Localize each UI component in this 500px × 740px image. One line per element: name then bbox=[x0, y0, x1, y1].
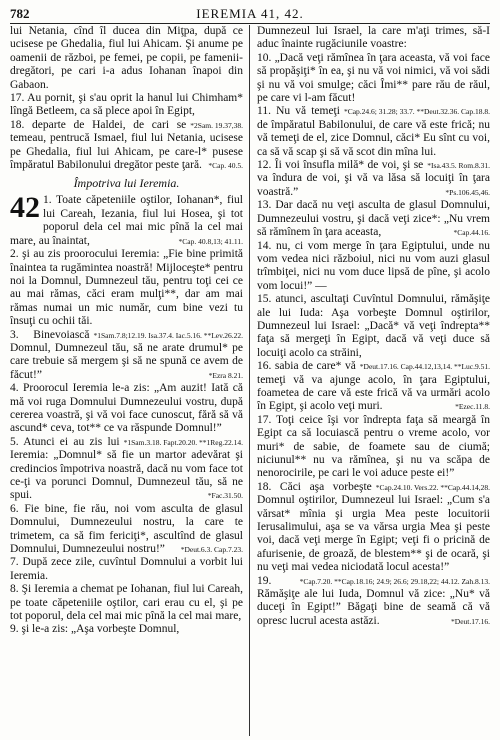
verse-text: 6. Fie bine, fie rău, noi vom asculta de glasul Domnului, Dumnezeului nostru, la care te trimetem, ca să fim fericiţi*, ascultînd de glasul Domnului, Dumnezeului nostru!” bbox=[10, 502, 243, 556]
text-columns bbox=[10, 25, 490, 736]
verse-paragraph bbox=[257, 240, 490, 294]
cross-reference: *Deut.17.16. Cap.44.12,13,14. **Luc.9.51. bbox=[359, 362, 490, 372]
verse-text: 4. Proorocul Ieremia le-a zis: „Am auzit! Iată că mă voi ruga Domnului Dumnezeului vostru, după cererea voastră, şi vă voi face cunoscut, fără să vă ascund* ceva, tot** ce va răspunde Domnul!” bbox=[10, 382, 243, 435]
cross-reference: *Ezra 8.21. bbox=[208, 370, 243, 380]
cross-reference: *Cap.7.20. **Cap.18.16; 24.9; 26.6; 29.18,22; 44.12. Zah.8.13. bbox=[299, 576, 490, 586]
chapter-number: 42 bbox=[10, 191, 40, 225]
verse-paragraph bbox=[10, 92, 243, 130]
cross-reference: *Cap. 40.5. bbox=[208, 161, 243, 171]
cross-reference: *Cap.44.16. bbox=[453, 228, 490, 238]
verse-paragraph bbox=[10, 382, 243, 447]
verse-text: 17. Toţi ceice îşi vor îndrepta faţa să meargă în Egipt ca să locuiască pentru o vreme acolo, vor muri* de sabie, de foamete sau de ciumă; niciunul** nu va rămînea, şi nu va scăpa de nenorocirile, pe cari le voi aduce peste ei!” bbox=[257, 413, 490, 480]
verse-text: 8. Şi Ieremia a chemat pe Iohanan, fiul lui Careah, pe toate căpeteniile oştilor, cari erau cu el, şi pe tot poporul, dela cel mai mic pînă la cel mai mare, bbox=[10, 583, 243, 623]
verse-paragraph bbox=[10, 248, 243, 340]
verse-text: 11. Nu vă temeţi de împăratul Babilonului, de care vă este frică; nu vă temeţi de el, zice Domnul, căci* Eu sînt cu voi, ca să vă scap şi să vă scot din mîna lui. bbox=[257, 105, 490, 158]
verse-text: 1. Toate căpeteniile oştilor, Iohanan*, fiul lui Careah, Iezania, fiul lui Hosea, şi tot poporul dela cel mai mic pînă la cel mai mare, au înaintat, bbox=[10, 194, 243, 247]
page-number: 782 bbox=[10, 6, 30, 21]
verse-text: 9. şi le-a zis: „Aşa vorbeşte Domnul, bbox=[10, 623, 180, 636]
cross-reference: *Cap. 40.8,13; 41.11. bbox=[178, 236, 243, 246]
verse-text: 5. Atunci ei au zis lui Ieremia: „Domnul* să fie un martor adevărat şi credincios împotriva noastră, dacă nu vom face tot ce-ţi va porunci Domnul, Dumnezeul tău, să ne spui. bbox=[10, 435, 243, 502]
verse-text: 15. atunci, ascultaţi Cuvîntul Domnului, rămăşiţe ale lui Iuda: Aşa vorbeşte Domnul oştirilor, Dumnezeul lui Israel: „Dacă* vă veţi îndrepta** faţa să mergeţi în Egipt, dacă vă veţi duce să locuiţi acolo ca străini, bbox=[257, 293, 490, 359]
verse-paragraph bbox=[257, 293, 490, 372]
verse-text: 3. Binevoiască Domnul, Dumnezeul tău, să ne arate drumul* pe care trebuie să mergem şi să ne spună ce avem de făcut!” bbox=[10, 328, 243, 381]
left-column bbox=[10, 25, 243, 736]
cross-reference: *Ps.106.45,46. bbox=[445, 187, 490, 197]
verse-text: 7. După zece zile, cuvîntul Domnului a vorbit lui Ieremia. bbox=[10, 556, 243, 582]
verse-paragraph bbox=[10, 556, 243, 583]
column-divider bbox=[249, 25, 250, 736]
cross-reference: *Cap.24.6; 31.28; 33.7. **Deut.32.36. Cap.18.8. bbox=[343, 107, 490, 117]
section-heading: Împotriva lui Ieremia. bbox=[73, 176, 180, 191]
verse-text: 19. Rămăşiţe ale lui Iuda, Domnul vă zice: „Nu* vă duceţi în Egipt!” Băgaţi bine de seamă că vă opresc lucrul acesta astăzi. bbox=[257, 574, 490, 627]
cross-reference: *Isa.43.5. Rom.8.31. bbox=[427, 161, 490, 171]
cross-reference: *Ezec.11.8. bbox=[455, 402, 490, 412]
verse-text: 13. Dar dacă nu veţi asculta de glasul Domnului, Dumnezeului vostru, şi dacă veţi zice*: „Nu vrem să rămînem în ţara aceasta, bbox=[257, 199, 490, 239]
verse-text: 18. departe de Haldei, de cari se temeau, pentrucă Ismael, fiul lui Netania, ucisese pe Ghedalia, fiul lui Ahicam, pe care-l* pusese împăratul Babilonului dregător peste ţară. bbox=[10, 118, 243, 172]
verse-text: 18. Căci aşa vorbeşte Domnul oştirilor, Dumnezeul lui Israel: „Cum s'a vărsat* mînia şi urgia Mea peste locuitorii Ierusalimului, aşa se va vărsa urgia Mea şi peste voi, dacă veţi merge în Egipt; veţi fi o pricină de afurisenie, de groază, de blestem** şi de ocară, şi nu veţi mai vedea niciodată locul acesta!” bbox=[257, 480, 490, 574]
verse-text: 17. Au pornit, şi s'au oprit la hanul lui Chimham* lîngă Betleem, ca să plece apoi în Egipt, bbox=[10, 92, 243, 118]
running-title: IEREMIA 41, 42. bbox=[196, 6, 304, 21]
cross-reference: *Fac.31.50. bbox=[207, 491, 243, 501]
verse-paragraph bbox=[10, 503, 243, 557]
verse-paragraph bbox=[257, 199, 490, 239]
cross-reference: *1Sam.3.18. Fapt.20.20. **1Reg.22.14. bbox=[123, 437, 243, 447]
verse-paragraph bbox=[10, 191, 243, 248]
cross-reference: *1Sam.7.8;12.19. Isa.37.4. Iac.5.16. **Lev.26.22. bbox=[93, 330, 243, 340]
verse-paragraph bbox=[10, 25, 243, 92]
cross-reference: *Deut.6.3. Cap.7.23. bbox=[180, 545, 243, 555]
verse-text: 2. şi au zis proorocului Ieremia: „Fie bine primită înaintea ta rugămintea noastră! Mijloceşte* pentru noi la Domnul, Dumnezeul tău, pentru toţi cei ce au mai rămas, căci eram mulţi**, dar am mai rămas numai un mic număr, cum bine vezi tu însuţi cu ochii tăi. bbox=[10, 248, 243, 328]
cross-reference: *2Sam. 19.37,38. bbox=[190, 120, 243, 130]
verse-paragraph bbox=[10, 623, 243, 636]
verse-paragraph bbox=[257, 480, 490, 586]
verse-text: Dumnezeul lui Israel, la care m'aţi trimes, să-I aduc înainte rugăciunile voastre: bbox=[257, 25, 490, 51]
verse-text: 14. nu, ci vom merge în ţara Egiptului, unde nu vom vedea nici războiul, nici nu vom auzi glasul trîmbiţei, nici nu vom duce lipsă de pîne, şi acolo vom locui!” — bbox=[257, 239, 490, 292]
verse-paragraph bbox=[257, 25, 490, 52]
verse-paragraph bbox=[257, 413, 490, 492]
right-column bbox=[257, 25, 490, 736]
verse-paragraph bbox=[257, 51, 490, 117]
verse-text: lui Netania, cînd îl ducea din Miţpa, după ce ucisese pe Ghedalia, fiul lui Ahicam. Şi anume pe oamenii de război, pe femei, pe copii, pe famenii-dregători, pe cari i-a adus Iohanan înapoi din Gabaon. bbox=[10, 25, 243, 91]
verse-text: 10. „Dacă veţi rămînea în ţara aceasta, vă voi face să propăşiţi* în ea, şi nu vă voi nimici, vă voi sădi şi nu vă voi smulge; căci Îmi** pare rău de răul, pe care vi l-am făcut! bbox=[257, 51, 490, 105]
verse-text: 12. Îi voi însufla milă* de voi, şi se va îndura de voi, şi vă va lăsa să locuiţi în ţara voastră.” bbox=[257, 159, 490, 198]
verse-text: 16. sabia de care* vă temeţi vă va ajunge acolo, în ţara Egiptului, foametea de care vă este frică vă va urmări acolo în Egipt, şi acolo veţi muri. bbox=[257, 360, 490, 413]
page-header bbox=[10, 6, 490, 24]
cross-reference: *Cap.24.10. Vers.22. **Cap.44.14,28. bbox=[375, 482, 490, 492]
verse-paragraph bbox=[10, 583, 243, 623]
cross-reference: *Deut.17.16. bbox=[451, 616, 490, 626]
